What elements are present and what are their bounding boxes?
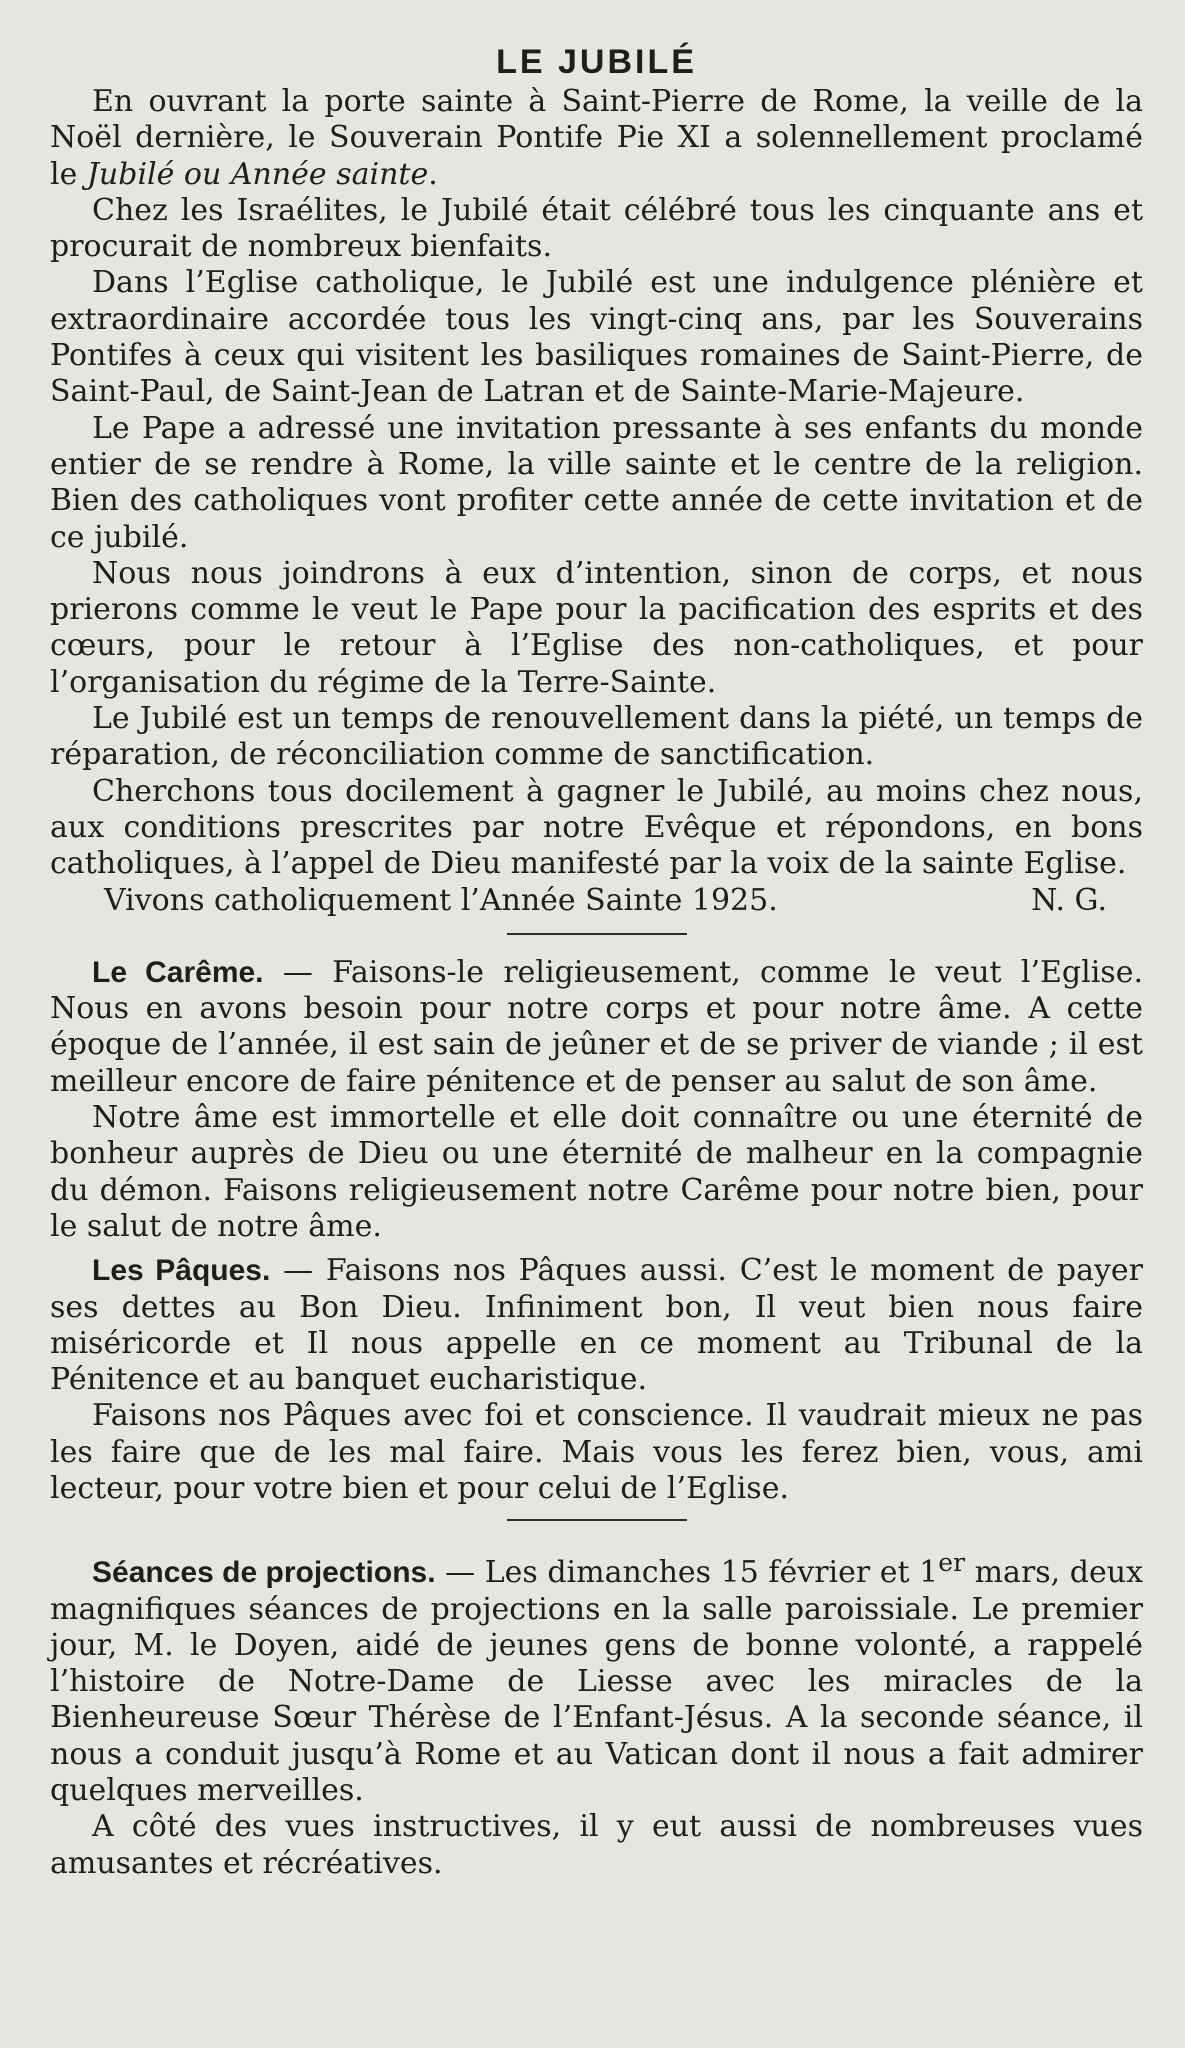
jubile-article bbox=[50, 84, 1143, 919]
emphasis-text: Jubilé ou Année sainte bbox=[86, 156, 429, 192]
paragraph: Le Jubilé est un temps de renouvellement dans la piété, un temps de réparation, de réconciliation comme de sanctification. bbox=[50, 701, 1143, 773]
careme-article bbox=[50, 955, 1143, 1245]
projections-article bbox=[50, 1545, 1143, 1882]
paragraph: En ouvrant la porte sainte à Saint-Pierre de Rome, la veille de la Noël dernière, le Souverain Pontife Pie XI a solennellement proclamé le Jubilé ou Année sainte. bbox=[50, 84, 1143, 192]
paragraph: Cherchons tous docilement à gagner le Jubilé, au moins chez nous, aux conditions prescrites par notre Evêque et répondons, en bons catholiques, à l’appel de Dieu manifesté par la voix de la sainte Eglise. bbox=[50, 773, 1143, 882]
superscript: er bbox=[938, 1548, 966, 1578]
paragraph: Faisons nos Pâques avec foi et conscience. Il vaudrait mieux ne pas les faire que de les mal faire. Mais vous les ferez bien, vous, ami lecteur, pour votre bien et pour celui de l’Eglise. bbox=[50, 1398, 1143, 1506]
paragraph: Dans l’Eglise catholique, le Jubilé est une indulgence plénière et extraordinaire accordée tous les vingt-cinq ans, par les Souverains Pontifes à ceux qui visitent les basiliques romaines de Saint-Pierre, de Saint-Paul, de Saint-Jean de Latran et de Sainte-Marie-Majeure. bbox=[50, 265, 1143, 410]
paragraph: Le Carême. — Faisons-le religieusement, comme le veut l’Eglise. Nous en avons besoin pour notre corps et pour notre âme. A cette époque de l’année, il est sain de jeûner et de se priver de viande ; il est meilleur encore de faire pénitence et de penser au salut de son âme. bbox=[50, 954, 1143, 1099]
closing-line bbox=[50, 883, 1143, 919]
paragraph: Chez les Israélites, le Jubilé était célébré tous les cinquante ans et procurait de nombreux bienfaits. bbox=[50, 192, 1143, 265]
paragraph: Nous nous joindrons à eux d’intention, sinon de corps, et nous prierons comme le veut le Pape pour la pacification des esprits et des cœurs, pour le retour à l’Eglise des non-catholiques, et pour l’organisation du régime de la Terre-Sainte. bbox=[50, 555, 1143, 700]
section-divider bbox=[507, 1519, 687, 1521]
signature: N. G. bbox=[1031, 882, 1107, 918]
section-heading: Séances de projections. bbox=[92, 1556, 436, 1590]
closing-text: Vivons catholiquement l’Année Sainte 1925. bbox=[104, 882, 778, 918]
paragraph: A côté des vues instructives, il y eut aussi de nombreuses vues amusantes et récréatives. bbox=[50, 1809, 1143, 1881]
page-title: LE JUBILÉ bbox=[496, 43, 697, 81]
section-heading: Les Pâques. bbox=[92, 1254, 271, 1288]
section-heading: Le Carême. bbox=[92, 955, 264, 989]
paragraph: Les Pâques. — Faisons nos Pâques aussi. C’est le moment de payer ses dettes au Bon Dieu. Infiniment bon, Il veut bien nous faire miséricorde et Il nous appelle en ce moment au Tribunal de la Pénitence et au banquet eucharistique. bbox=[50, 1253, 1144, 1398]
paragraph: Le Pape a adressé une invitation pressante à ses enfants du monde entier de se rendre à Rome, la ville sainte et le centre de la religion. Bien des catholiques vont profiter cette année de cette invitation et de ce jubilé. bbox=[50, 410, 1143, 555]
paques-article bbox=[50, 1253, 1143, 1507]
section-divider bbox=[507, 933, 687, 935]
paragraph: Séances de projections. — Les dimanches 15 février et 1er mars, deux magnifiques séances de projections en la salle paroissiale. Le premier jour, M. le Doyen, aidé de jeunes gens de bonne volonté, a rappelé l’histoire de Notre-Dame de Liesse avec les miracles de la Bienheureuse Sœur Thérèse de l’Enfant-Jésus. A la seconde séance, il nous a conduit jusqu’à Rome et au Vatican dont il nous a fait admirer quelques merveilles. bbox=[50, 1548, 1143, 1809]
paragraph: Notre âme est immortelle et elle doit connaître ou une éternité de bonheur auprès de Dieu ou une éternité de malheur en la compagnie du démon. Faisons religieusement notre Carême pour notre bien, pour le salut de notre âme. bbox=[50, 1100, 1143, 1244]
